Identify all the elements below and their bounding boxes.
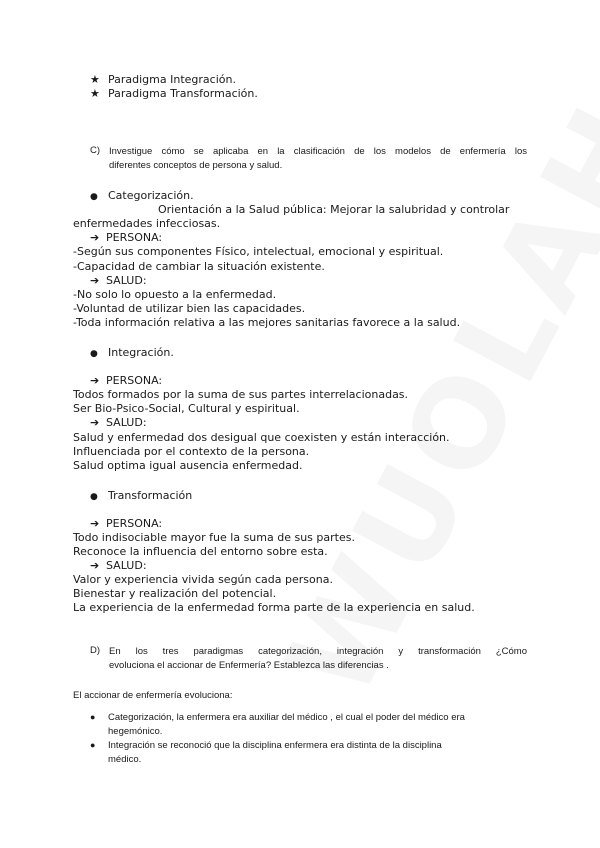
integracion-persona-heading: ➔ PERSONA: — [90, 374, 163, 387]
question-c-label: C) — [90, 145, 101, 156]
arrow-right-icon: ➔ — [90, 416, 100, 429]
paradigm-item — [90, 73, 236, 86]
arrow-right-icon: ➔ — [90, 559, 100, 572]
answer-d-bullet-cont: hegemónico. — [108, 726, 163, 737]
categorizacion-intro: Orientación a la Salud pública: Mejorar la salubridad y controlar — [158, 203, 510, 216]
integracion-salud-heading: ➔ SALUD: — [90, 416, 147, 429]
categorizacion-persona-line: -Según sus componentes Físico, intelectual, emocional y espiritual. — [73, 245, 444, 258]
paradigm-label: Paradigma Integración. — [108, 73, 236, 86]
bullet-icon: ● — [90, 192, 98, 202]
bullet-icon: ● — [90, 740, 96, 750]
paradigm-label: Paradigma Transformación. — [108, 87, 258, 100]
bullet-icon: ● — [90, 712, 96, 722]
transformacion-heading: ● Transformación — [90, 489, 193, 502]
answer-d-bullet: ● Categorización, la enfermera era auxiliar del médico , el cual el poder del médico era — [90, 712, 465, 723]
transformacion-salud-line: Valor y experiencia vivida según cada persona. — [73, 573, 333, 586]
transformacion-salud-line: La experiencia de la enfermedad forma parte de la experiencia en salud. — [73, 601, 475, 614]
arrow-right-icon: ➔ — [90, 231, 100, 244]
star-icon: ★ — [90, 87, 100, 100]
arrow-right-icon: ➔ — [90, 274, 100, 287]
star-icon: ★ — [90, 73, 100, 86]
transformacion-salud-heading: ➔ SALUD: — [90, 559, 147, 572]
question-d-text: En los tres paradigmas categorización, integración y transformación ¿Cómo evoluciona el accionar de Enfermería? Establezca las diferencias . — [109, 646, 527, 671]
paradigm-item — [90, 87, 258, 100]
integracion-salud-line: Salud y enfermedad dos desigual que coexisten y están interacción. — [73, 431, 450, 444]
categorizacion-salud-heading: ➔ SALUD: — [90, 274, 147, 287]
answer-d-intro: El accionar de enfermería evoluciona: — [73, 690, 233, 701]
transformacion-salud-line: Bienestar y realización del potencial. — [73, 587, 277, 600]
bullet-icon: ● — [90, 492, 98, 502]
integracion-salud-line: Salud optima igual ausencia enfermedad. — [73, 459, 303, 472]
categorizacion-persona-line: -Capacidad de cambiar la situación existente. — [73, 260, 325, 273]
categorizacion-persona-heading: ➔ PERSONA: — [90, 231, 163, 244]
categorizacion-intro-cont: enfermedades infecciosas. — [73, 217, 221, 230]
integracion-salud-line: Influenciada por el contexto de la persona. — [73, 445, 310, 458]
categorizacion-salud-line: -No solo lo opuesto a la enfermedad. — [73, 288, 277, 301]
integracion-persona-line: Ser Bio-Psico-Social, Cultural y espiritual. — [73, 402, 300, 415]
integracion-heading: ● Integración. — [90, 346, 174, 359]
answer-d-bullet: ● Integración se reconoció que la disciplina enfermera era distinta de la disciplina — [90, 740, 442, 751]
transformacion-persona-heading: ➔ PERSONA: — [90, 517, 163, 530]
arrow-right-icon: ➔ — [90, 374, 100, 387]
transformacion-persona-line: Todo indisociable mayor fue la suma de sus partes. — [73, 531, 355, 544]
question-c-text: Investigue cómo se aplicaba en la clasificación de los modelos de enfermería los diferentes conceptos de persona y salud. — [109, 146, 527, 171]
categorizacion-salud-line: -Toda información relativa a las mejores sanitarias favorece a la salud. — [73, 316, 461, 329]
categorizacion-salud-line: -Voluntad de utilizar bien las capacidades. — [73, 302, 306, 315]
integracion-persona-line: Todos formados por la suma de sus partes interrelacionadas. — [73, 388, 409, 401]
arrow-right-icon: ➔ — [90, 517, 100, 530]
categorizacion-heading: ● Categorización. — [90, 189, 194, 202]
bullet-icon: ● — [90, 349, 98, 359]
answer-d-bullet-cont: médico. — [108, 754, 142, 765]
transformacion-persona-line: Reconoce la influencia del entorno sobre esta. — [73, 545, 328, 558]
question-d-label: D) — [90, 645, 101, 656]
